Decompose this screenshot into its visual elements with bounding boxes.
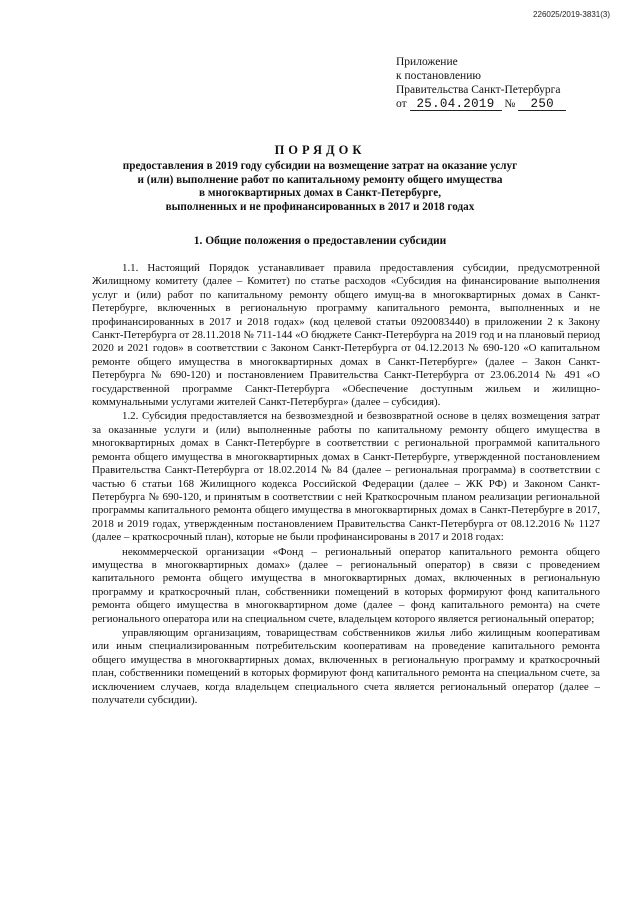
- subtitle-line: выполненных и не профинансированных в 2017 и 2018 годах: [165, 200, 475, 213]
- subtitle-line: и (или) выполнение работ по капитальному ремонту общего имущества: [137, 173, 503, 186]
- appendix-line-2: к постановлению: [396, 70, 481, 82]
- appendix-line-3: Правительства Санкт-Петербурга: [396, 84, 561, 96]
- date-prefix: от: [396, 98, 407, 110]
- appendix-date-line: [396, 97, 566, 111]
- paragraph-1-1: 1.1. Настоящий Порядок устанавливает правила предоставления субсидии, предусмотренной Жилищному комитету (далее – Комитет) по статье расходов «Субсидия на финансирование выполнения услуг и (или) работ по капитальному ремонту общего имущ-ва в многоквартирных домах в Санкт-Петербурге, включенных в региональную программу капитального ремонта, выполненных и не профинансированных в 2017 и 2018 годах» (код целевой статьи 0920083440) в приложении 2 к Закону Санкт-Петербурга от 28.11.2018 № 711-144 «О бюджете Санкт-Петербурга на 2019 год и на плановый период 2020 и 2021 годов» в соответствии с Законом Санкт-Петербурга от 04.12.2013 № 690-120 «О капитальном ремонте общего имущества в многоквартирных домах в Санкт-Петербурге» (далее – Закон Санкт-Петербурга № 690-120) и постановлением Правительства Санкт-Петербурга от 23.06.2014 № 491 «О государственной программе Санкт-Петербурга «Обеспечение доступным жильем и жилищно-коммунальными услугами жителей Санкт-Петербурга» (далее – субсидия).: [92, 262, 600, 409]
- subtitle-line: в многоквартирных домах в Санкт-Петербурге,: [198, 187, 441, 200]
- paragraph-regional-operator: некоммерческой организации «Фонд – региональный оператор капитального ремонта общего имущества в многоквартирных домах» (далее – региональный оператор) в связи с проведением капитального ремонта общего имущества в многоквартирных домах, включенных в региональную программу и краткосрочный план, собственники помещений в которых формируют фонд капитального ремонта общего имущества в многоквартирном доме (далее – фонд капитального ремонта) на счете регионального оператора или на специальном счете, владельцем которого является региональный оператор;: [92, 545, 600, 625]
- document-id: 226025/2019-3831(3): [533, 10, 610, 19]
- appendix-block: [396, 55, 566, 111]
- paragraph-1-2: 1.2. Субсидия предоставляется на безвозмездной и безвозвратной основе в целях возмещения затрат за оказанные услуги и (или) выполненные работы по капитальному ремонту общего имущества в многоквартирных домах в Санкт-Петербурге в соответствии с региональной программой капитального ремонта общего имущества в многоквартирных домах в Санкт-Петербурге, утвержденной постановлением Правительства Санкт-Петербурга от 18.02.2014 № 84 (далее – региональная программа) в соответствии с частью 6 статьи 168 Жилищного кодекса Российской Федерации (далее – ЖК РФ) и Законом Санкт-Петербурга № 690-120, и принятым в соответствии с ней Краткосрочным планом реализации региональной программы капитального ремонта общего имущества в многоквартирных домах в Санкт-Петербурге в 2017, 2018 и 2019 годах, утвержденным постановлением Правительства Санкт-Петербурга от 08.12.2016 № 1127 (далее – краткосрочный план), которые не были профинансированы в 2017 и 2018 годах:: [92, 410, 600, 544]
- appendix-number: 250: [518, 98, 566, 111]
- document-subtitle: [80, 160, 560, 214]
- document-title: ПОРЯДОК: [274, 143, 366, 157]
- appendix-date: 25.04.2019: [410, 98, 502, 111]
- number-prefix: №: [504, 98, 516, 110]
- appendix-line-1: Приложение: [396, 56, 458, 68]
- subtitle-line: предоставления в 2019 году субсидии на возмещение затрат на оказание услуг: [122, 160, 518, 172]
- document-body: [92, 262, 600, 708]
- section-heading: 1. Общие положения о предоставлении субсидии: [193, 235, 447, 247]
- paragraph-management-companies: управляющим организациям, товариществам собственников жилья либо жилищным кооперативам или иным специализированным потребительским кооперативам на проведение капитального ремонта общего имущества в многоквартирных домах, включенных в региональную программу и краткосрочный план, собственники помещений в которых формируют фонд капитального ремонта на специальном счете, за исключением случаев, когда владельцем специального счета является региональный оператор (далее – получатели субсидии).: [92, 626, 600, 706]
